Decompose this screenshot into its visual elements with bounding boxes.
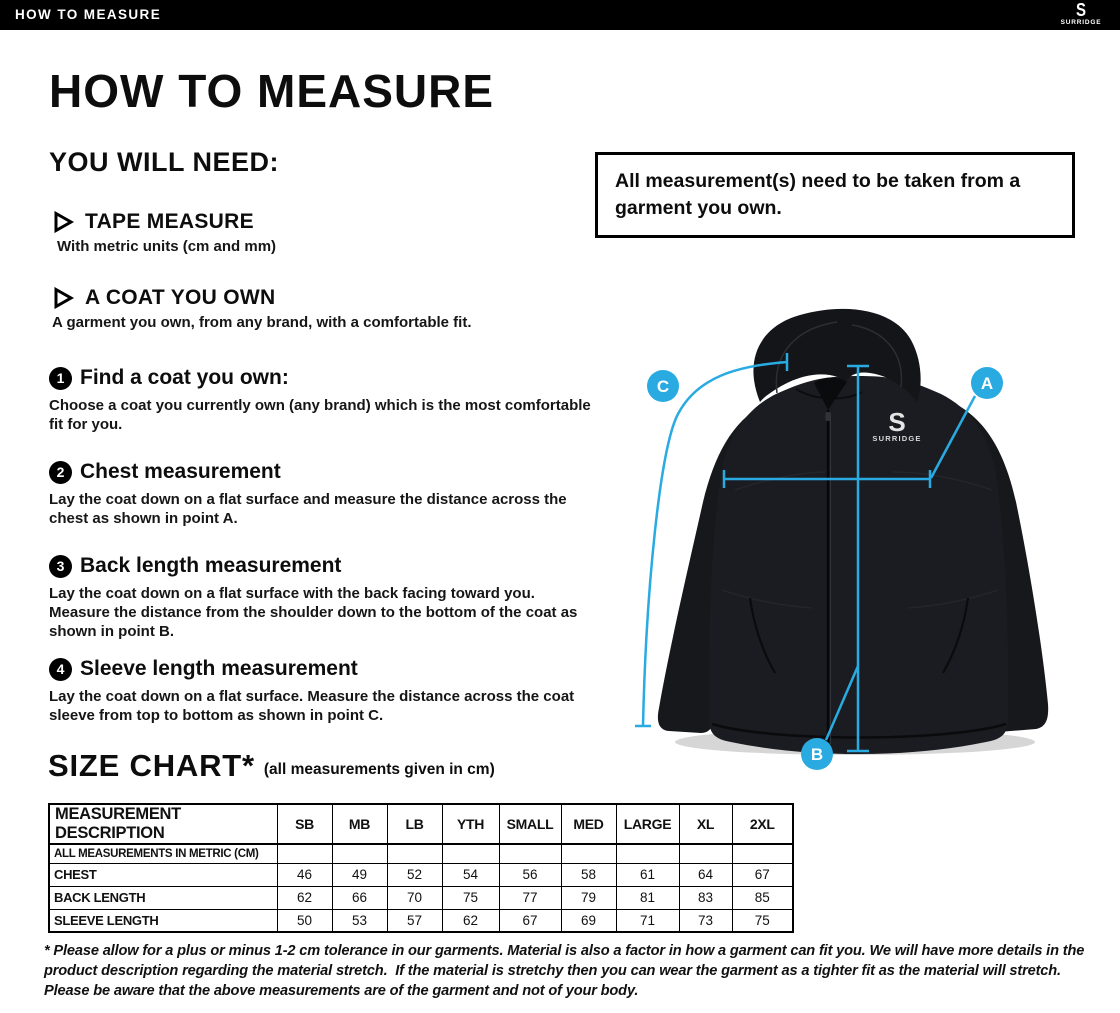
need-item-description: With metric units (cm and mm) [57, 238, 277, 255]
cell: 81 [616, 886, 679, 909]
cell: 53 [332, 909, 387, 932]
table-row-sleeve-length [49, 909, 793, 932]
column-header: SB [277, 804, 332, 844]
note-text: All measurement(s) need to be taken from a garment you own. [615, 170, 1021, 219]
step-title: Chest measurement [80, 460, 281, 483]
step-2 [49, 460, 597, 528]
cell: 67 [499, 909, 561, 932]
cell: 62 [442, 909, 499, 932]
cell: 46 [277, 863, 332, 886]
surridge-logo [1052, 1, 1110, 29]
size-chart-title: SIZE CHART* [48, 748, 255, 783]
table-metric-row [49, 844, 793, 863]
marker-c-label: C [656, 377, 670, 396]
column-header: MEASUREMENT DESCRIPTION [49, 804, 277, 844]
column-header: XL [679, 804, 732, 844]
garment-logo-s-icon: S [888, 407, 906, 437]
table-row-back-length [49, 886, 793, 909]
step-description: Choose a coat you currently own (any brand) which is the most comfortable fit for you. [49, 397, 591, 433]
need-item-label: TAPE MEASURE [85, 210, 254, 233]
table-header-row [49, 804, 793, 844]
cell: 58 [561, 863, 616, 886]
column-header: YTH [442, 804, 499, 844]
step-1 [49, 366, 597, 434]
cell: 77 [499, 886, 561, 909]
row-label: SLEEVE LENGTH [49, 909, 277, 932]
column-header: LARGE [616, 804, 679, 844]
cell: 79 [561, 886, 616, 909]
row-label: CHEST [49, 863, 277, 886]
cell: 64 [679, 863, 732, 886]
garment-logo-text: SURRIDGE [872, 434, 922, 443]
step-number-badge: 3 [49, 555, 72, 578]
column-header: MED [561, 804, 616, 844]
step-number-badge: 4 [49, 658, 72, 681]
cell: 57 [387, 909, 442, 932]
step-title: Back length measurement [80, 554, 342, 577]
size-chart-heading-row [48, 748, 495, 784]
note-box [595, 152, 1075, 238]
you-will-need-heading: YOU WILL NEED: [49, 147, 280, 177]
column-header: 2XL [732, 804, 793, 844]
marker-b-label: B [810, 745, 824, 764]
play-triangle-icon [53, 211, 75, 233]
cell: 50 [277, 909, 332, 932]
table-row-chest [49, 863, 793, 886]
cell: 85 [732, 886, 793, 909]
step-number-badge: 1 [49, 367, 72, 390]
metric-row-label: ALL MEASUREMENTS IN METRIC (CM) [49, 844, 277, 863]
column-header: LB [387, 804, 442, 844]
step-description: Lay the coat down on a flat surface and measure the distance across the chest as shown in point A. [49, 491, 567, 527]
step-description: Lay the coat down on a flat surface with the back facing toward you. Measure the distance from the shoulder down to the bottom of the coat as shown in point B. [49, 585, 578, 640]
need-item-tape-measure [49, 210, 597, 256]
top-bar [0, 0, 1120, 30]
cell: 62 [277, 886, 332, 909]
surridge-s-icon: S [1075, 0, 1086, 22]
cell: 66 [332, 886, 387, 909]
cell: 71 [616, 909, 679, 932]
surridge-logo-text: SURRIDGE [1060, 19, 1102, 26]
cell: 73 [679, 909, 732, 932]
cell: 75 [732, 909, 793, 932]
cell: 56 [499, 863, 561, 886]
need-item-label: A COAT YOU OWN [85, 286, 276, 309]
need-item-coat [49, 286, 597, 332]
cell: 83 [679, 886, 732, 909]
need-item-description: A garment you own, from any brand, with a comfortable fit. [52, 314, 472, 331]
cell: 61 [616, 863, 679, 886]
jacket-measurement-diagram [600, 290, 1120, 780]
instructions-column [49, 147, 597, 751]
play-triangle-icon [53, 287, 75, 309]
cell: 70 [387, 886, 442, 909]
cell: 69 [561, 909, 616, 932]
cell: 52 [387, 863, 442, 886]
top-bar-title: HOW TO MEASURE [15, 7, 162, 22]
column-header: SMALL [499, 804, 561, 844]
cell: 67 [732, 863, 793, 886]
step-3 [49, 554, 597, 641]
cell: 75 [442, 886, 499, 909]
cell: 54 [442, 863, 499, 886]
size-chart-subtitle: (all measurements given in cm) [263, 761, 495, 778]
step-description: Lay the coat down on a flat surface. Measure the distance across the coat sleeve from top to bottom as shown in point C. [49, 688, 575, 724]
cell: 49 [332, 863, 387, 886]
step-number-badge: 2 [49, 461, 72, 484]
step-title: Find a coat you own: [80, 366, 289, 389]
step-title: Sleeve length measurement [80, 657, 358, 680]
size-chart-table [48, 803, 794, 933]
column-header: MB [332, 804, 387, 844]
step-4 [49, 657, 597, 725]
marker-a-label: A [980, 374, 994, 393]
tolerance-footnote: * Please allow for a plus or minus 1-2 cm tolerance in our garments. Material is also a factor in how a garment can fit you. We will have more details in the product description regarding the material stretch. If the material is stretchy then you can wear the garment as a tighter fit as the material will stretch. Please be aware that the above measurements are of the garment and not of your body. [44, 943, 1089, 999]
row-label: BACK LENGTH [49, 886, 277, 909]
page-title: HOW TO MEASURE [49, 65, 495, 117]
